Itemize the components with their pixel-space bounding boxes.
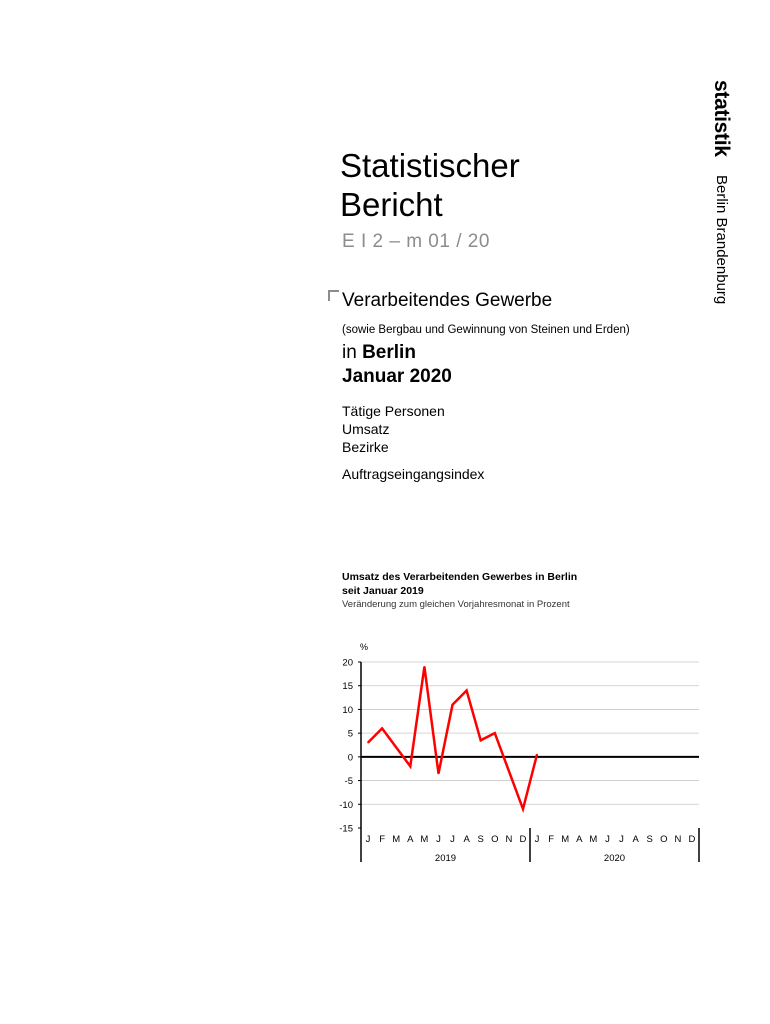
data-point <box>452 704 454 706</box>
data-point <box>494 732 496 734</box>
corner-mark <box>328 290 339 301</box>
report-place <box>342 342 416 364</box>
brand-vertical <box>710 80 733 305</box>
topic-item: Tätige Personen <box>342 403 445 419</box>
x-tick-label: A <box>407 834 414 845</box>
x-tick-label: A <box>576 834 583 845</box>
x-tick-label: O <box>491 834 499 845</box>
x-tick-label: J <box>534 834 540 845</box>
x-tick-label: F <box>548 834 555 845</box>
topic-item: Bezirke <box>342 439 389 455</box>
report-title <box>340 146 520 224</box>
x-tick-label: M <box>561 834 570 845</box>
x-tick-label: M <box>420 834 429 845</box>
data-point <box>536 754 538 756</box>
y-tick-label: 5 <box>347 728 353 740</box>
data-point <box>409 766 411 768</box>
chart-subtitle: Veränderung zum gleichen Vorjahresmonat in Prozent <box>342 599 570 610</box>
data-point <box>522 808 524 810</box>
x-tick-label: N <box>674 834 682 845</box>
x-tick-label: S <box>646 834 653 845</box>
data-point <box>424 666 426 668</box>
year-label: 2020 <box>603 853 626 864</box>
place-prefix: in <box>342 342 357 363</box>
x-tick-label: M <box>589 834 598 845</box>
x-tick-label: A <box>463 834 470 845</box>
report-code: E I 2 – m 01 / 20 <box>342 231 490 252</box>
x-tick-label: M <box>392 834 401 845</box>
data-point <box>466 690 468 692</box>
chart-title-line2: seit Januar 2019 <box>342 585 424 597</box>
x-tick-label: J <box>436 834 441 845</box>
y-tick-label: -5 <box>344 776 353 788</box>
topic-item: Umsatz <box>342 421 390 437</box>
chart-title-line1: Umsatz des Verarbeitenden Gewerbes in Berlin <box>342 571 578 583</box>
x-tick-label: J <box>365 834 371 845</box>
x-tick-label: F <box>379 834 386 845</box>
y-unit-label: % <box>360 642 369 652</box>
y-tick-label: 20 <box>342 657 353 669</box>
place-name: Berlin <box>362 342 416 363</box>
x-tick-label: D <box>688 834 696 845</box>
report-title-line1: Statistischer <box>340 147 520 184</box>
topic-item: Auftragseingangsindex <box>342 466 485 482</box>
y-tick-label: 10 <box>342 704 353 716</box>
data-point <box>395 747 397 749</box>
report-subject: Verarbeitendes Gewerbe <box>342 290 553 311</box>
x-tick-label: D <box>519 834 527 845</box>
x-tick-label: N <box>505 834 513 845</box>
data-point <box>438 773 440 775</box>
x-tick-label: S <box>477 834 484 845</box>
report-title-line2: Bericht <box>340 186 443 223</box>
y-tick-label: 15 <box>342 681 353 693</box>
report-period: Januar 2020 <box>342 366 452 387</box>
y-tick-label: -10 <box>339 799 353 811</box>
y-tick-label: 0 <box>347 752 353 764</box>
x-tick-label: O <box>660 834 668 845</box>
x-tick-label: A <box>632 834 639 845</box>
data-point <box>367 742 369 744</box>
chart-title <box>342 570 577 598</box>
x-tick-label: J <box>619 834 624 845</box>
line-chart <box>330 636 710 872</box>
y-tick-label: -15 <box>339 823 353 835</box>
year-label: 2019 <box>434 853 457 864</box>
brand-region: Berlin Brandenburg <box>713 174 730 305</box>
data-point <box>508 770 510 772</box>
x-tick-label: J <box>450 834 455 845</box>
series-line <box>368 667 537 809</box>
brand-name: statistik <box>710 80 733 157</box>
data-point <box>480 739 482 741</box>
report-subject-note: (sowie Bergbau und Gewinnung von Steinen und Erden) <box>342 324 630 336</box>
data-point <box>381 728 383 730</box>
x-tick-label: J <box>605 834 610 845</box>
